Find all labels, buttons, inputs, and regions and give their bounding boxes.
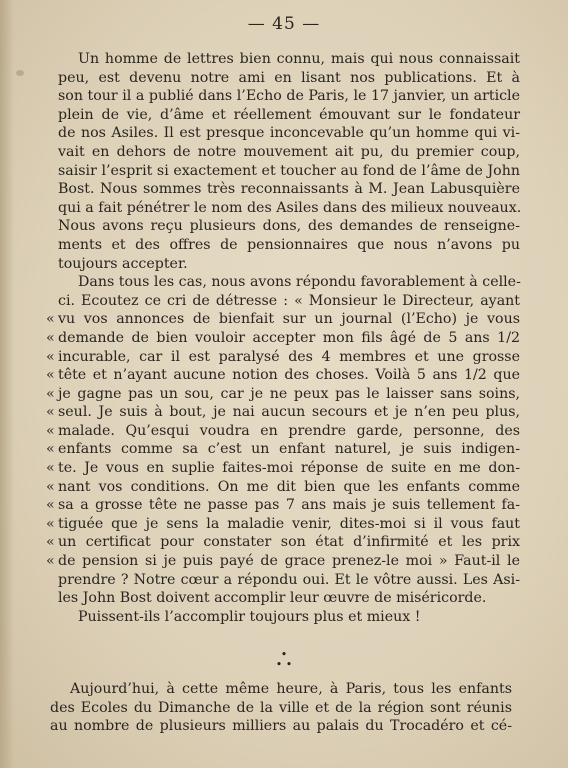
line-text: ci. Ecoutez ce cri de détresse : « Monsieur le Directeur, ayant [58, 292, 520, 309]
quote-marker: « [46, 329, 55, 346]
quote-marker: « [46, 497, 55, 514]
text-line [46, 329, 520, 348]
line-text: sa a grosse tête ne passe pas 7 ans mais je suis tellement fa- [58, 497, 520, 514]
line-text: Dans tous les cas, nous avons répondu favorablement à celle- [78, 274, 521, 291]
quote-marker: « [46, 553, 55, 570]
line-text: je gagne pas un sou, car je ne peux pas le laisser sans soins, [58, 385, 520, 402]
separator-dot: • [280, 648, 288, 661]
line-text: incurable, car il est paralysé des 4 membres et une grosse [58, 348, 520, 365]
text-line [46, 478, 520, 497]
text-line: peu, est devenu notre ami en lisant nos publications. Et à [58, 69, 520, 86]
section-separator [0, 650, 568, 670]
quote-marker: « [46, 404, 55, 421]
text-line: de nos Asiles. Il est presque inconcevable qu’un homme qui vi- [58, 125, 520, 142]
text-line: plein de vie, d’âme et réellement émouvant sur le fondateur [58, 106, 520, 123]
closing-line: Puissent-ils l’accomplir toujours plus et mieux ! [78, 608, 421, 625]
text-line [46, 515, 520, 534]
text-line: Nous avons reçu plusieurs dons, des demandes de renseigne- [58, 218, 520, 235]
text-line: Un homme de lettres bien connu, mais qui nous connaissait [78, 51, 520, 67]
quote-marker: « [46, 422, 55, 439]
quote-marker: « [46, 348, 55, 365]
text-line [46, 552, 520, 571]
text-line: toujours accepter. [58, 255, 188, 272]
text-line [58, 292, 520, 311]
main-text [46, 50, 522, 626]
quote-marker: « [46, 441, 55, 458]
text-line [46, 385, 520, 404]
text-line: au nombre de plusieurs milliers au palais du Trocadéro et cé- [50, 718, 512, 735]
line-text: tiguée que je sens la maladie venir, dites-moi si il vous faut [58, 515, 520, 532]
quote-marker: « [46, 460, 55, 477]
line-text: te. Je vous en suplie faites-moi réponse de suite en me don- [58, 460, 520, 477]
line-text: vu vos annonces de bienfait sur un journal (l’Echo) je vous [58, 311, 520, 328]
text-line [46, 533, 520, 552]
page-number: — 45 — [247, 14, 321, 34]
text-line: Aujourd’hui, à cette même heure, à Paris, tous les enfants [70, 681, 512, 697]
text-line: vait en dehors de notre mouvement ait pu, du premier coup, [58, 143, 520, 160]
text-line [46, 366, 520, 385]
separator-dots: • • [275, 658, 293, 671]
quote-marker: « [46, 515, 55, 532]
paragraph-2 [46, 273, 521, 608]
paragraph-3 [50, 680, 512, 736]
line-text: les John Bost doivent accomplir leur œuvre de miséricorde. [58, 590, 487, 607]
text-line: son tour il a publié dans l’Echo de Paris, le 17 janvier, un article [58, 88, 520, 105]
text-line [46, 310, 520, 329]
text-line: saisir l’esprit si exactement et toucher au fond de l’âme de John [58, 162, 520, 179]
line-text: nant vos conditions. On me dit bien que les enfants comme [58, 478, 520, 495]
text-line [58, 571, 520, 590]
quote-marker: « [46, 367, 55, 384]
text-line [58, 273, 520, 292]
paragraph-1 [58, 50, 520, 273]
ink-smudge [16, 70, 24, 76]
text-line [46, 496, 520, 515]
line-text: un certificat pour constater son état d’infirmité et les prix [58, 534, 520, 551]
text-line [46, 440, 520, 459]
line-text: tête et n’ayant aucune notion des choses. Voilà 5 ans 1/2 que [58, 367, 520, 384]
quote-marker: « [46, 311, 55, 328]
text-line [46, 422, 520, 441]
line-text: malade. Qu’esqui voudra en prendre garde, personne, des [58, 422, 520, 439]
text-line [46, 403, 520, 422]
line-text: prendre ? Notre cœur a répondu oui. Et le vôtre aussi. Les Asi- [58, 571, 520, 588]
text-line [46, 348, 520, 367]
text-line [46, 459, 520, 478]
line-text: enfants comme sa c’est un enfant naturel, je suis indigen- [58, 441, 520, 458]
quote-marker: « [46, 385, 55, 402]
text-line: qui a fait pénétrer le nom des Asiles dans des milieux nouveaux. [58, 199, 522, 216]
text-line [58, 589, 520, 608]
text-line: des Ecoles du Dimanche de la ville et de la région sont réunis [50, 699, 512, 716]
text-line: ments et des offres de pensionnaires que nous n’avons pu [58, 236, 520, 253]
quote-marker: « [46, 478, 55, 495]
line-text: de pension si je puis payé de grace prenez-le moi » Faut-il le [58, 553, 520, 570]
text-line: Bost. Nous sommes très reconnaissants à M. Jean Labusquière [58, 181, 520, 198]
line-text: seul. Je suis à bout, je nai aucun secours et je n’en peu plus, [58, 404, 520, 421]
line-text: demande de bien vouloir accepter mon fils âgé de 5 ans 1/2 [58, 329, 520, 346]
quote-marker: « [46, 534, 55, 551]
